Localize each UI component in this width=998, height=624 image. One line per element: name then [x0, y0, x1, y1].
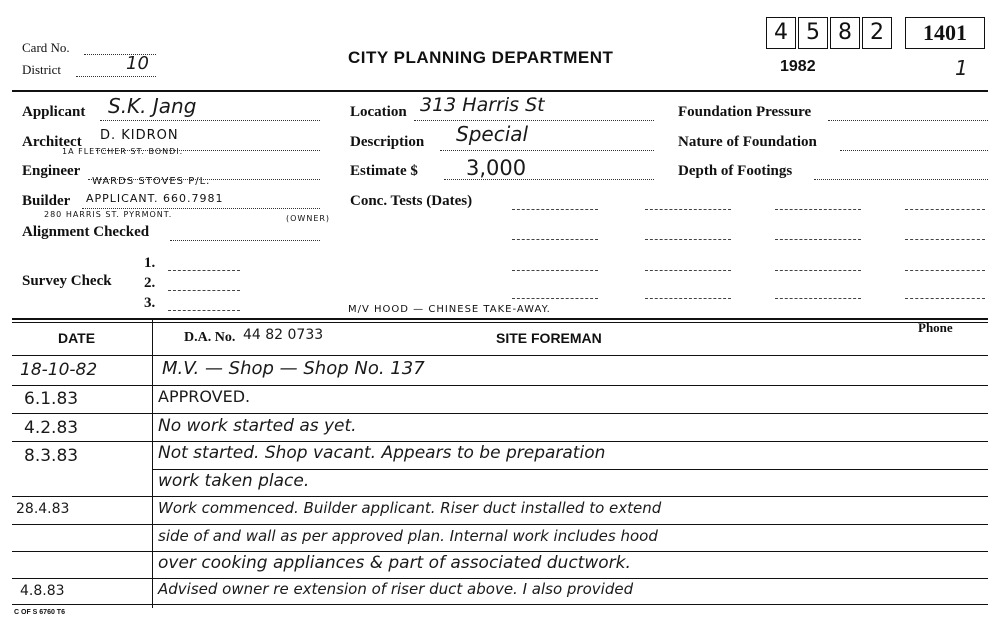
alignment-line [170, 240, 320, 241]
log-text: APPROVED. [158, 387, 251, 406]
survey-line-1 [168, 270, 240, 271]
description-label: Description [350, 134, 425, 150]
conc-line-3a [512, 270, 598, 271]
header-divider [12, 90, 988, 92]
row-line-3 [12, 441, 988, 442]
applicant-value: S.K. Jang [108, 94, 197, 118]
survey-line-3 [168, 310, 240, 311]
log-text: side of and wall as per approved plan. Internal work includes hood [158, 527, 658, 545]
log-date: 28.4.83 [16, 501, 70, 517]
district-value: 10 [126, 53, 149, 74]
log-date: 4.2.83 [24, 418, 79, 438]
file-digit-1: 4 [766, 17, 796, 49]
year: 1982 [780, 58, 816, 75]
department-title: CITY PLANNING DEPARTMENT [348, 48, 614, 67]
log-text: No work started as yet. [158, 416, 357, 436]
card-no-label: Card No. [22, 40, 70, 55]
survey-item-2: 2. [144, 275, 156, 291]
nature-of-foundation-label: Nature of Foundation [678, 134, 817, 150]
file-digit-3: 8 [830, 17, 860, 49]
row-line-7 [12, 551, 988, 552]
survey-item-1: 1. [144, 255, 156, 271]
conc-line-2c [775, 239, 861, 240]
log-text: Work commenced. Builder applicant. Riser duct installed to extend [158, 499, 662, 517]
log-text: Advised owner re extension of riser duct above. I also provided [158, 580, 634, 598]
date-header: DATE [58, 330, 96, 346]
conc-line-2d [905, 239, 985, 240]
location-line [414, 120, 654, 121]
builder-owner: (OWNER) [286, 214, 331, 223]
conc-line-3d [905, 270, 985, 271]
conc-line-3b [645, 270, 731, 271]
conc-tests-label: Conc. Tests (Dates) [350, 193, 473, 209]
conc-line-2a [512, 239, 598, 240]
description-value: Special [456, 122, 529, 146]
date-column-divider [152, 320, 153, 608]
row-line-6 [12, 524, 988, 525]
log-date: 6.1.83 [24, 389, 79, 409]
foundation-pressure-line [828, 120, 988, 121]
conc-line-2b [645, 239, 731, 240]
handwritten-note: M/V HOOD — CHINESE TAKE-AWAY. [348, 304, 551, 315]
estimate-value: 3,000 [466, 156, 527, 180]
alignment-label: Alignment Checked [22, 224, 150, 240]
location-value: 313 Harris St [420, 94, 545, 116]
applicant-label: Applicant [22, 104, 86, 120]
row-line-8 [12, 578, 988, 579]
architect-label: Architect [22, 134, 82, 150]
district-label: District [22, 62, 61, 77]
builder-line3: 280 HARRIS ST. PYRMONT. [44, 210, 173, 219]
log-date: 4.8.83 [20, 583, 65, 599]
row-line-1 [12, 385, 988, 386]
district-line [76, 76, 156, 77]
row-line-9 [12, 604, 988, 605]
conc-line-1a [512, 209, 598, 210]
survey-item-3: 3. [144, 295, 156, 311]
file-digit-2: 5 [798, 17, 828, 49]
foundation-pressure-label: Foundation Pressure [678, 104, 812, 120]
location-label: Location [350, 104, 407, 120]
file-suffix: 1401 [905, 17, 985, 49]
applicant-line [100, 120, 320, 121]
builder-line2: APPLICANT. 660.7981 [86, 192, 224, 205]
log-text: over cooking appliances & part of associated ductwork. [158, 553, 631, 573]
conc-line-1c [775, 209, 861, 210]
file-digit-4: 2 [862, 17, 892, 49]
nature-line [840, 150, 988, 151]
log-top-border-2 [12, 322, 988, 323]
builder-label: Builder [22, 193, 71, 209]
conc-line-1b [645, 209, 731, 210]
conc-line-4c [775, 298, 861, 299]
form-code: C OF S 6760 T6 [14, 609, 65, 616]
log-text: M.V. — Shop — Shop No. 137 [162, 358, 425, 379]
architect-address: 1A FLETCHER ST. BONDI. [62, 147, 184, 156]
log-text: Not started. Shop vacant. Appears to be preparation [158, 443, 606, 463]
estimate-label: Estimate $ [350, 163, 418, 179]
da-label: D.A. No. [184, 330, 236, 345]
conc-line-4a [512, 298, 598, 299]
conc-line-4d [905, 298, 985, 299]
row-line-0 [12, 355, 988, 356]
conc-line-3c [775, 270, 861, 271]
description-line [440, 150, 654, 151]
log-date: 18-10-82 [20, 360, 98, 380]
depth-of-footings-label: Depth of Footings [678, 163, 793, 179]
log-text: work taken place. [158, 471, 310, 491]
log-date: 8.3.83 [24, 446, 79, 466]
phone-header: Phone [918, 320, 953, 335]
depth-line [814, 179, 988, 180]
site-foreman-header: SITE FOREMAN [496, 330, 602, 346]
conc-line-1d [905, 209, 985, 210]
log-top-border [12, 318, 988, 320]
survey-label: Survey Check [22, 273, 112, 289]
conc-line-4b [645, 298, 731, 299]
engineer-label: Engineer [22, 163, 81, 179]
builder-line1: WARDS STOVES P/L. [92, 176, 211, 187]
row-line-4 [152, 469, 988, 470]
survey-line-2 [168, 290, 240, 291]
architect-value: D. KIDRON [100, 128, 179, 143]
card-sequence: 1 [955, 56, 968, 80]
row-line-5 [12, 496, 988, 497]
row-line-2 [12, 413, 988, 414]
da-value: 44 82 0733 [243, 327, 324, 343]
builder-line [82, 208, 320, 209]
